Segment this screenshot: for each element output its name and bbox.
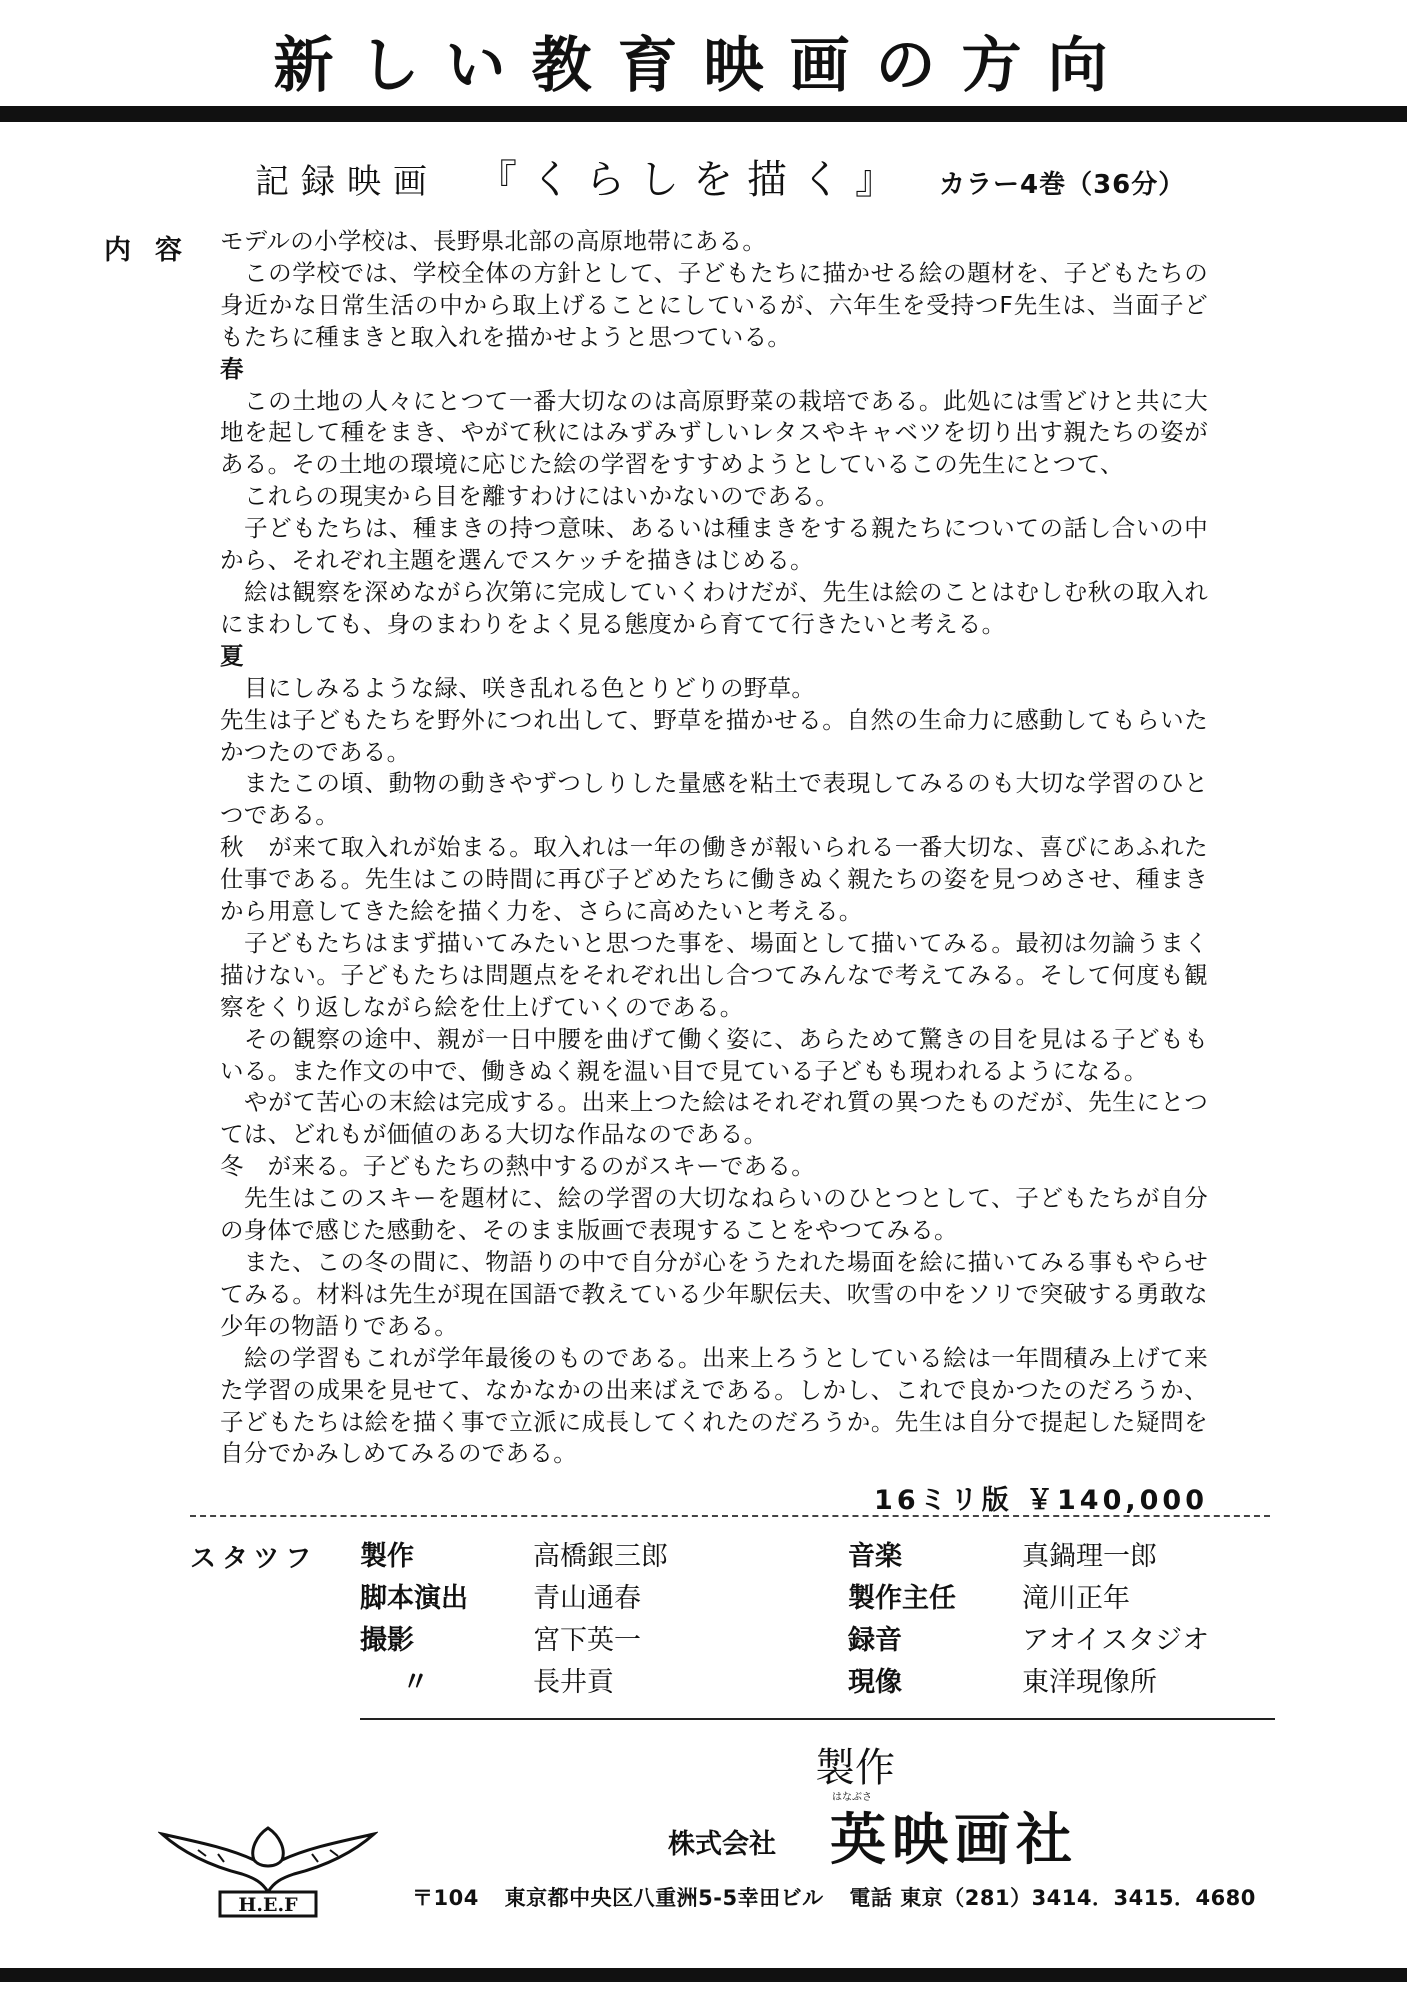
postal-code: 〒104	[412, 1886, 479, 1910]
film-category: 記録映画	[255, 162, 439, 202]
staff-role: 撮影	[360, 1625, 414, 1656]
content-paragraph: 先生は子どもたちを野外につれ出して、野草を描かせる。自然の生命力に感動してもらいたかつたのである。	[220, 705, 1208, 766]
content-paragraph: この学校では、学校全体の方針として、子どもたちに描かせる絵の題材を、子どもたちの身近かな日常生活の中から取上げることにしているが、六年生を受持つF先生は、当面子どもたちに種まきと取入れを描かせようと思つている。	[220, 258, 1208, 351]
producer-label: 製作	[815, 1745, 895, 1791]
company-name: 英映画社	[830, 1807, 1078, 1873]
dashed-divider	[190, 1515, 1270, 1517]
company-prefix: 株式会社	[668, 1829, 776, 1860]
page-title: 新しい教育映画の方向	[273, 31, 1134, 101]
content-paragraph: 子どもたちはまず描いてみたいと思つた事を、場面として描いてみる。最初は勿論うまく描けない。子どもたちは問題点をそれぞれ出し合つてみんなで考えてみる。そして何度も観察をくり返しながら絵を仕上げていくのである。	[220, 928, 1208, 1021]
content-paragraph: モデルの小学校は、長野県北部の高原地帯にある。	[220, 227, 767, 255]
season-heading: 夏	[220, 641, 244, 670]
season-heading: 春	[220, 354, 244, 383]
content-paragraph: 秋 が来て取入れが始まる。取入れは一年の働きが報いられる一番大切な、喜びにあふれた仕事である。先生はこの時間に再び子どめたちに働きぬく親たちの姿を見つめさせ、種まきから用意してきた絵を描く力を、さらに高めたいと考える。	[220, 833, 1208, 926]
staff-role: 録音	[848, 1625, 902, 1656]
content-paragraph: 子どもたちは、種まきの持つ意味、あるいは種まきをする親たちについての話し合いの中から、それぞれ主題を選んでスケッチを描きはじめる。	[220, 514, 1208, 575]
staff-name: 東洋現像所	[1022, 1667, 1157, 1698]
bottom-rule	[0, 1968, 1407, 1982]
address	[412, 1882, 1274, 1912]
content-body	[220, 226, 1208, 1470]
content-label: 内容	[104, 235, 206, 266]
content-paragraph: また、この冬の間に、物語りの中で自分が心をうたれた場面を絵に描いてみる事もやらせてみる。材料は先生が現在国語で教えている少年駅伝夫、吹雪の中をソリで突破する勇敢な少年の物語りである。	[220, 1248, 1208, 1340]
staff-name: 長井貢	[533, 1667, 614, 1698]
content-paragraph: 絵の学習もこれが学年最後のものである。出来上ろうとしている絵は一年間積み上げて来た学習の成果を見せて、なかなかの出来ばえである。しかし、これで良かつたのだろうか、子どもたちは絵を描く事で立派に成長してくれたのだろうか。先生は自分で提起した疑問を自分でかみしめてみるのである。	[220, 1343, 1208, 1468]
staff-role: 〃	[402, 1667, 429, 1698]
top-rule	[0, 106, 1407, 122]
content-paragraph: この土地の人々にとつて一番大切なのは高原野菜の栽培である。此処には雪どけと共に大地を起して種をまき、やがて秋にはみずみずしいレタスやキャベツを切り出す親たちの姿がある。その土地の環境に応じた絵の学習をすすめようとしているこの先生にとつて、	[220, 386, 1208, 479]
staff-name: 青山通春	[533, 1583, 641, 1614]
content-paragraph: やがて苦心の末絵は完成する。出来上つた絵はそれぞれ質の異つたものだが、先生にとつては、どれもが価値のある大切な作品なのである。	[220, 1088, 1208, 1149]
content-paragraph: 絵は観察を深めながら次第に完成していくわけだが、先生は絵のことはむしむ秋の取入れにまわしても、身のまわりをよく見る態度から育てて行きたいと考える。	[220, 577, 1208, 638]
content-paragraph: これらの現実から目を離すわけにはいかないのである。	[244, 482, 839, 511]
content-paragraph: その観察の途中、親が一日中腰を曲げて働く姿に、あらためて驚きの目を見はる子どももいる。また作文の中で、働きぬく親を温い目で見ている子どもも現われるようになる。	[220, 1024, 1208, 1085]
film-spec: カラー4巻（36分）	[939, 170, 1186, 200]
film-title: 『くらしを描く』	[477, 157, 909, 203]
content-paragraph: またこの頃、動物の動きやずつしりした量感を粘土で表現してみるのも大切な学習のひとつである。	[220, 769, 1208, 830]
logo-text: H.E.F	[238, 1894, 298, 1916]
company-reading: はなぶさ	[832, 1792, 872, 1803]
phone-numbers: 電話 東京（281）3414．3415．4680	[849, 1886, 1256, 1910]
staff-role: 脚本演出	[360, 1583, 468, 1614]
staff-name: 高橋銀三郎	[533, 1541, 668, 1572]
staff-role: 現像	[848, 1667, 902, 1698]
staff-name: 真鍋理一郎	[1022, 1541, 1157, 1572]
staff-name: アオイスタジオ	[1022, 1625, 1210, 1656]
staff-name: 宮下英一	[533, 1625, 641, 1656]
staff-role: 音楽	[848, 1541, 902, 1572]
film-heading	[255, 148, 1186, 203]
content-paragraph: 先生はこのスキーを題材に、絵の学習の大切なねらいのひとつとして、子どもたちが自分の身体で感じた感動を、そのまま版画で表現することをやつてみる。	[220, 1184, 1208, 1245]
price: 16ミリ版 ￥140,000	[874, 1485, 1208, 1516]
eagle-logo-icon	[158, 1808, 378, 1920]
content-paragraph: 冬 が来る。子どもたちの熱中するのがスキーである。	[220, 1152, 815, 1181]
content-paragraph: 目にしみるような緑、咲き乱れる色とりどりの野草。	[244, 673, 816, 702]
address-location: 東京都中央区八重洲5-5幸田ビル	[504, 1886, 824, 1910]
staff-divider	[360, 1718, 1275, 1720]
staff-label: スタツフ	[190, 1544, 318, 1574]
staff-name: 滝川正年	[1022, 1583, 1130, 1614]
staff-role: 製作主任	[848, 1583, 956, 1614]
staff-role: 製作	[360, 1541, 414, 1572]
